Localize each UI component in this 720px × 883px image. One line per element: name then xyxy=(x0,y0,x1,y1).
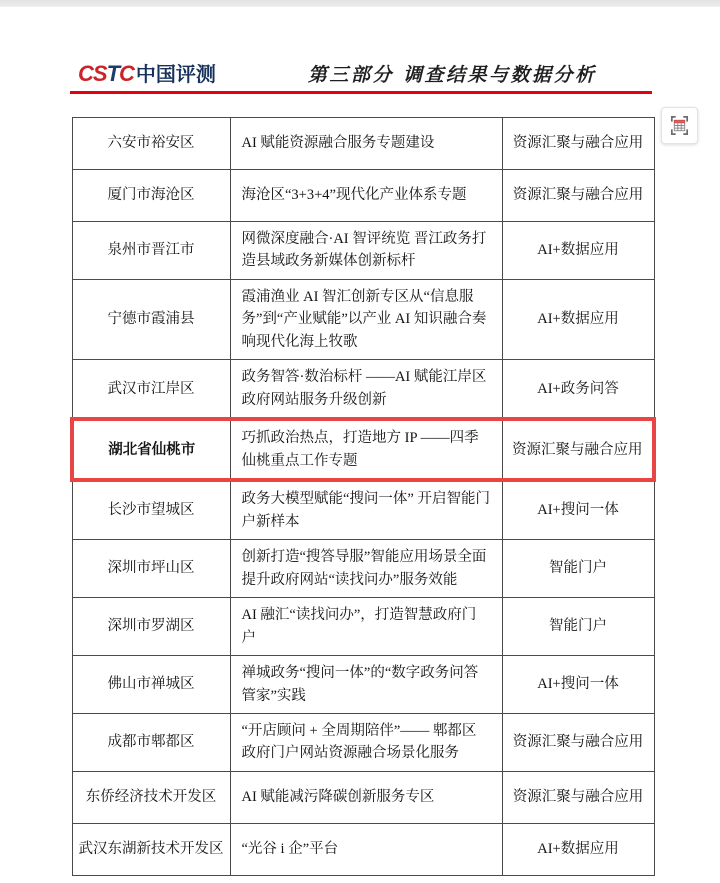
results-table-body xyxy=(72,118,654,876)
table-capture-icon xyxy=(668,114,691,137)
window-top-strip xyxy=(0,0,720,7)
category-cell: AI+数据应用 xyxy=(502,823,654,875)
logo-letters-cs: CS xyxy=(78,61,107,86)
table-row xyxy=(72,540,654,598)
region-cell: 深圳市坪山区 xyxy=(72,540,230,598)
table-row-highlighted xyxy=(72,419,654,480)
region-cell: 六安市裕安区 xyxy=(72,118,230,170)
category-cell: 智能门户 xyxy=(502,598,654,656)
project-cell: 创新打造“搜答导服”智能应用场景全面提升政府网站“读找问办”服务效能 xyxy=(230,540,502,598)
region-cell: 成都市郫都区 xyxy=(72,713,230,771)
logo-chinese-text: 中国评测 xyxy=(135,64,216,86)
project-cell: 政务大模型赋能“搜问一体” 开启智能门户新样本 xyxy=(230,480,502,539)
region-cell: 佛山市禅城区 xyxy=(72,656,230,714)
project-cell: 网微深度融合·AI 智评统览 晋江政务打造县域政务新媒体创新标杆 xyxy=(230,222,502,280)
page-header xyxy=(78,59,720,85)
project-cell: 政务智答·数治标杆 ——AI 赋能江岸区政府网站服务升级创新 xyxy=(230,360,502,419)
cstc-logo xyxy=(78,63,216,85)
region-cell: 武汉市江岸区 xyxy=(72,360,230,419)
category-cell: AI+搜问一体 xyxy=(502,480,654,539)
category-cell: AI+政务问答 xyxy=(502,360,654,419)
table-row xyxy=(72,360,654,419)
project-cell: “光谷 i 企”平台 xyxy=(230,823,502,875)
logo-letter-t: T xyxy=(106,61,120,86)
region-cell: 武汉东湖新技术开发区 xyxy=(72,823,230,875)
project-cell: 海沧区“3+3+4”现代化产业体系专题 xyxy=(230,170,502,222)
region-cell: 湖北省仙桃市 xyxy=(72,419,230,480)
table-row xyxy=(72,222,654,280)
category-cell: AI+搜问一体 xyxy=(502,656,654,714)
category-cell: 资源汇聚与融合应用 xyxy=(502,771,654,823)
project-cell: AI 赋能资源融合服务专题建设 xyxy=(230,118,502,170)
table-row xyxy=(72,823,654,875)
project-cell: 巧抓政治热点，打造地方 IP ——四季仙桃重点工作专题 xyxy=(230,419,502,480)
table-row xyxy=(72,598,654,656)
capture-table-button[interactable] xyxy=(661,107,698,144)
region-cell: 宁德市霞浦县 xyxy=(72,279,230,359)
table-row xyxy=(72,279,654,359)
category-cell: AI+数据应用 xyxy=(502,222,654,280)
table-row xyxy=(72,771,654,823)
project-cell: AI 融汇“读找问办”，打造智慧政府门户 xyxy=(230,598,502,656)
table-row xyxy=(72,656,654,714)
category-cell: AI+数据应用 xyxy=(502,279,654,359)
section-title: 第三部分 调查结果与数据分析 xyxy=(307,64,597,86)
category-cell: 资源汇聚与融合应用 xyxy=(502,419,654,480)
region-cell: 泉州市晋江市 xyxy=(72,222,230,280)
table-row xyxy=(72,713,654,771)
table-row xyxy=(72,118,654,170)
table-row xyxy=(72,170,654,222)
results-table xyxy=(70,117,656,876)
region-cell: 厦门市海沧区 xyxy=(72,170,230,222)
cstc-logo-latin xyxy=(78,63,134,85)
logo-letter-c: C xyxy=(119,61,134,86)
project-cell: AI 赋能减污降碳创新服务专区 xyxy=(230,771,502,823)
project-cell: 霞浦渔业 AI 智汇创新专区从“信息服务”到“产业赋能”以产业 AI 知识融合奏响现代化海上牧歌 xyxy=(230,279,502,359)
region-cell: 东侨经济技术开发区 xyxy=(72,771,230,823)
category-cell: 资源汇聚与融合应用 xyxy=(502,118,654,170)
header-red-rule xyxy=(70,91,652,94)
table-row xyxy=(72,480,654,539)
project-cell: 禅城政务“搜问一体”的“数字政务问答管家”实践 xyxy=(230,656,502,714)
region-cell: 深圳市罗湖区 xyxy=(72,598,230,656)
category-cell: 资源汇聚与融合应用 xyxy=(502,713,654,771)
project-cell: “开店顾问 + 全周期陪伴”—— 郫都区政府门户网站资源融合场景化服务 xyxy=(230,713,502,771)
category-cell: 资源汇聚与融合应用 xyxy=(502,170,654,222)
category-cell: 智能门户 xyxy=(502,540,654,598)
region-cell: 长沙市望城区 xyxy=(72,480,230,539)
